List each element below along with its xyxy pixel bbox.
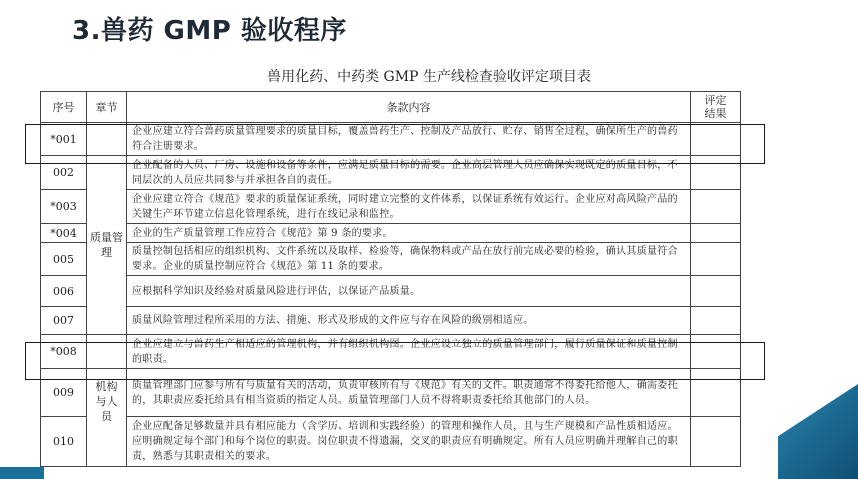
document-title: 兽用化药、中药类 GMP 生产线检查验收评定项目表 (267, 69, 591, 85)
row-content: 企业应建立符合《规范》要求的质量保证系统，同时建立完整的文件体系，以保证系统有效运行。企业应对高风险产品的关键生产环节建立信息化管理系统，进行在线记录和监控。 (127, 190, 691, 224)
row-number: 006 (41, 276, 87, 307)
header-no: 序号 (41, 92, 87, 123)
header-result-line1: 评定 (704, 94, 727, 107)
row-content: 企业的生产质量管理工作应符合《规范》第 9 条的要求。 (127, 224, 691, 243)
result-cell[interactable] (691, 243, 741, 276)
header-chapter: 章节 (87, 92, 127, 123)
table-row (41, 190, 741, 224)
row-number: *008 (41, 335, 87, 369)
highlight-box-008 (25, 342, 765, 380)
table-row (41, 276, 741, 307)
slide-title: 3.兽药 GMP 验收程序 (72, 16, 347, 46)
row-content: 企业应建立与兽药生产相适应的管理机构，并有组织机构图。企业应设立独立的质量管理部门，履行质量保证和质量控制的职责。 (127, 335, 691, 369)
table-row (41, 224, 741, 243)
result-cell[interactable] (691, 307, 741, 335)
row-number: 007 (41, 307, 87, 335)
result-cell[interactable] (691, 417, 741, 467)
table-row (41, 307, 741, 335)
result-cell[interactable] (691, 224, 741, 243)
chapter-quality: 质量管理 (87, 156, 127, 335)
row-number: *001 (41, 123, 87, 156)
row-number: 010 (41, 417, 87, 467)
corner-decoration (778, 384, 858, 479)
row-number: *003 (41, 190, 87, 224)
row-content: 企业应配备足够数量并具有相应能力（含学历、培训和实践经验）的管理和操作人员，且与生产规模和产品性质相适应。应明确规定每个部门和每个岗位的职责。岗位职责不得遗漏，交叉的职责应有明确规定。所有人员应明确并理解自己的职责，熟悉与其职责相关的要求。 (127, 417, 691, 467)
highlight-box-001 (25, 124, 765, 164)
header-result-line2: 结果 (704, 107, 727, 120)
table-header-row (41, 92, 741, 123)
row-number: 005 (41, 243, 87, 276)
chapter-org-label: 机构与人员 (95, 380, 118, 423)
row-content: 质量控制包括相应的组织机构、文件系统以及取样、检验等，确保物料或产品在放行前完成必要的检验，确认其质量符合要求。企业的质量控制应符合《规范》第 11 条的要求。 (127, 243, 691, 276)
row-number: 002 (41, 156, 87, 190)
row-number: 009 (41, 369, 87, 417)
row-content: 质量风险管理过程所采用的方法、措施、形式及形成的文件应与存在风险的级别相适应。 (127, 307, 691, 335)
header-content: 条款内容 (127, 92, 691, 123)
row-number: *004 (41, 224, 87, 243)
table-row (41, 417, 741, 467)
row-content: 企业配备的人员、厂房、设施和设备等条件，应满足质量目标的需要。企业高层管理人员应确保实现既定的质量目标，不同层次的人员应共同参与并承担各自的责任。 (127, 156, 691, 190)
row-content: 应根据科学知识及经验对质量风险进行评估，以保证产品质量。 (127, 276, 691, 307)
result-cell[interactable] (691, 190, 741, 224)
table-row (41, 243, 741, 276)
row-content: 质量管理部门应参与所有与质量有关的活动，负责审核所有与《规范》有关的文件。职责通常不得委托给他人，确需委托的，其职责应委托给具有相当资质的指定人员。质量管理部门人员不得将职责委托给其他部门的人员。 (127, 369, 691, 417)
footer-accent-bar (0, 467, 44, 479)
row-content: 企业应建立符合兽药质量管理要求的质量目标，覆盖兽药生产、控制及产品放行、贮存、销售全过程，确保所生产的兽药符合注册要求。 (127, 123, 691, 156)
result-cell[interactable] (691, 276, 741, 307)
chapter-org (87, 369, 127, 467)
header-result (691, 92, 741, 123)
